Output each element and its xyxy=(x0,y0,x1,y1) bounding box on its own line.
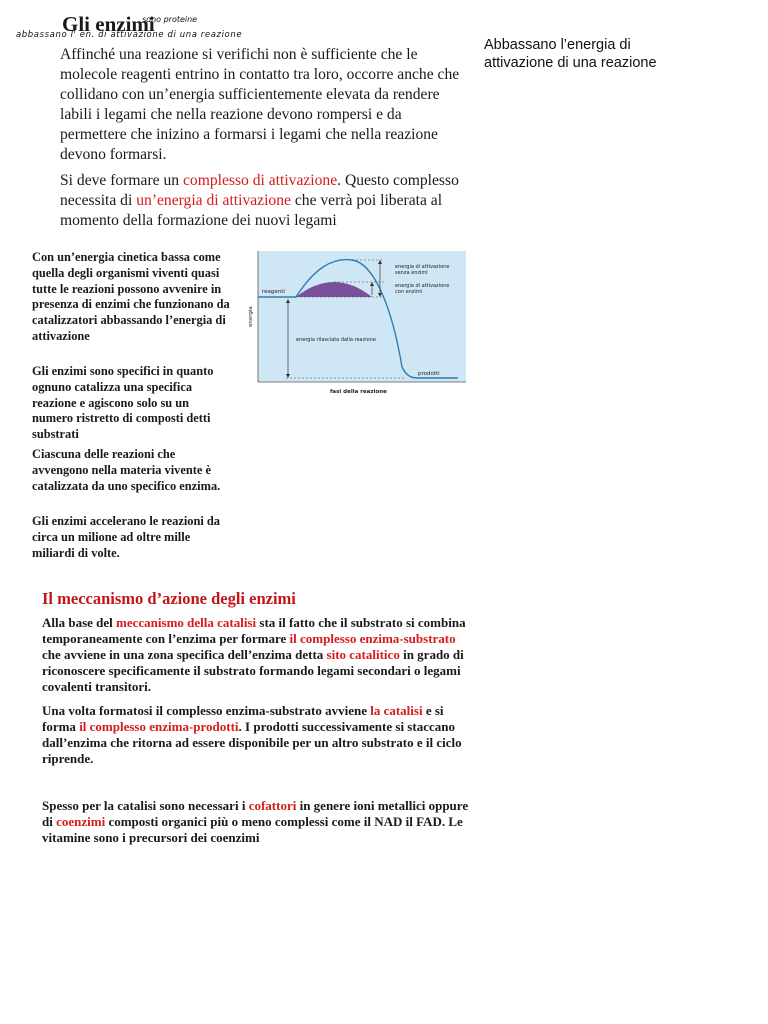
highlight-coenzimi: coenzimi xyxy=(56,814,106,829)
highlight-catalisi: la catalisi xyxy=(370,703,423,718)
label-energia: energia xyxy=(248,306,254,327)
highlight-complesso-attivazione: complesso di attivazione xyxy=(182,172,338,189)
mechanism-paragraph-3 xyxy=(42,798,472,846)
mechanism-text: . I prodotti successivamente si staccano dall’enzima che ritorna ad essere disponibile per un altro substrato e il ciclo riprende. xyxy=(42,719,462,766)
highlight-sito-catalitico: sito catalitico xyxy=(326,647,400,662)
mechanism-text: e si forma xyxy=(42,703,444,734)
enzyme-paragraph-3: Ciascuna delle reazioni che avvengono nella materia vivente è catalizzata da uno specifico enzima. xyxy=(32,447,221,493)
enzyme-paragraph-2: Gli enzimi sono specifici in quanto ognuno catalizza una specifica reazione e agiscono solo su un numero ristretto di composti detti substrati xyxy=(32,364,214,442)
mechanism-text: Alla base del xyxy=(42,615,117,630)
handwritten-note-2: abbassano l' en. di attivazione di una reazione xyxy=(16,30,243,40)
highlight-cofattori: cofattori xyxy=(248,798,297,813)
mechanism-text: Spesso per la catalisi sono necessari i xyxy=(42,798,249,813)
intro-paragraph-1: Affinché una reazione si verifichi non è sufficiente che le molecole reagenti entrino in contatto tra loro, occorre anche che collidano con un’energia sufficientemente elevata da rendere labili i legami che nella reazione devono rompersi e da permettere che inizino a formarsi i legami che nella reazione devono formarsi. xyxy=(60,46,460,163)
mechanism-text: in grado di riconoscere specificamente il substrato formando legami secondari o legami covalenti transitori. xyxy=(42,647,464,694)
label-senza-line2: senza enzimi xyxy=(395,270,428,276)
enzyme-paragraph-4: Gli enzimi accelerano le reazioni da circa un milione ad oltre mille miliardi di volte. xyxy=(32,514,220,560)
mechanism-paragraph-1 xyxy=(42,615,472,695)
mechanism-text: in genere ioni metallici oppure di xyxy=(42,798,469,829)
enzyme-paragraph-1: Con un’energia cinetica bassa come quella degli organismi viventi quasi tutte le reazioni possono avvenire in presenza di enzimi che funzionano da catalizzatori abbassando l’energia di attivazione xyxy=(32,250,230,343)
intro-text: Si deve formare un xyxy=(60,172,183,189)
mechanism-text: che avviene in una zona specifica dell’enzima detta xyxy=(42,647,327,662)
label-energia-rilasciata: energia rilasciata dalla reazione xyxy=(296,337,376,343)
highlight-complesso-es: il complesso enzima-substrato xyxy=(289,631,456,646)
mechanism-text: Una volta formatosi il complesso enzima-substrato avviene xyxy=(42,703,371,718)
intro-text: che verrà poi liberata al momento della formazione dei nuovi legami xyxy=(60,192,443,229)
handwritten-note-1: sono proteine xyxy=(142,15,198,24)
section-title: Il meccanismo d’azione degli enzimi xyxy=(42,589,296,608)
mechanism-text: sta il fatto che il substrato si combina temporaneamente con l’enzima per formare xyxy=(42,615,466,646)
highlight-energia-attivazione: un’energia di attivazione xyxy=(136,192,291,209)
intro-text: . Questo complesso necessita di xyxy=(60,172,459,209)
page-title: Gli enzimi xyxy=(62,12,155,36)
mechanism-paragraph-2 xyxy=(42,703,472,767)
side-note: Abbassano l’energia di attivazione di una reazione xyxy=(484,37,657,71)
label-senza-line1: energia di attivazione xyxy=(395,264,450,270)
label-con-line2: con enzimi xyxy=(395,289,423,295)
label-reagenti: reagenti xyxy=(262,289,285,295)
activation-energy-diagram xyxy=(244,247,470,399)
diagram-background xyxy=(258,251,466,382)
mechanism-text: composti organici più o meno complessi come il NAD il FAD. Le vitamine sono i precursori dei coenzimi xyxy=(42,814,463,845)
highlight-complesso-ep: il complesso enzima-prodotti xyxy=(79,719,239,734)
highlight-meccanismo: meccanismo della catalisi xyxy=(116,615,257,630)
label-prodotti: prodotti xyxy=(418,371,440,377)
intro-paragraph-2 xyxy=(60,171,472,231)
label-fasi: fasi della reazione xyxy=(330,389,387,395)
label-con-line1: energia di attivazione xyxy=(395,283,450,289)
